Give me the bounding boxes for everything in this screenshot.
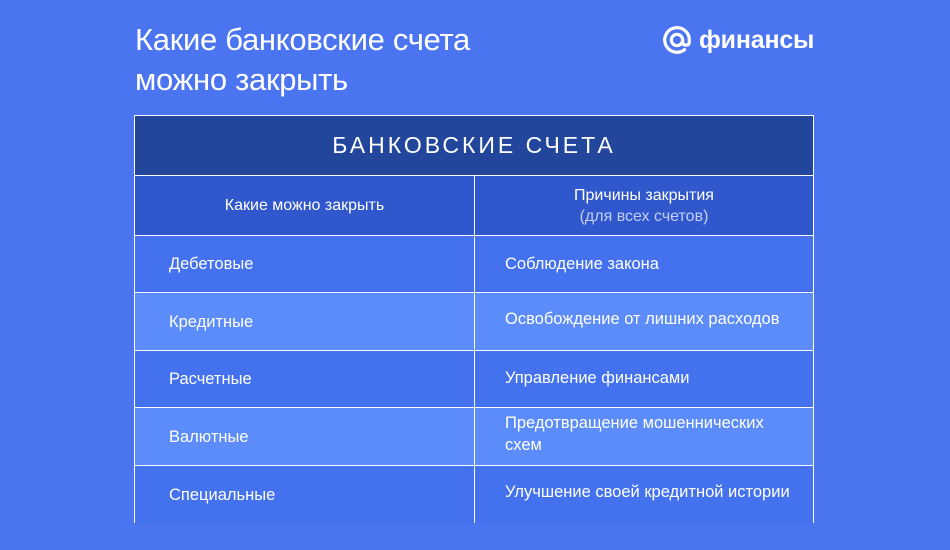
account-type-cell: Дебетовые [135, 236, 475, 292]
account-type-cell: Расчетные [135, 351, 475, 407]
brand-name: финансы [699, 26, 815, 54]
account-type-cell: Кредитные [135, 293, 475, 350]
reason-cell: Соблюдение закона [505, 255, 659, 273]
column-header-account-types: Какие можно закрыть [135, 176, 475, 235]
column-header-row [135, 176, 813, 236]
reason-cell: Предотвращение мошеннических схем [505, 413, 764, 454]
page-title: Какие банковские счета можно закрыть [135, 22, 470, 97]
account-type-cell: Специальные [135, 466, 475, 523]
table-row [135, 408, 813, 466]
at-sign-icon [662, 25, 692, 55]
table-row [135, 236, 813, 293]
table-row [135, 466, 813, 523]
account-type-cell: Валютные [135, 408, 475, 465]
table-header: БАНКОВСКИЕ СЧЕТА [135, 116, 813, 176]
accounts-table [134, 115, 814, 523]
reason-cell: Улучшение своей кредитной истории [505, 482, 790, 501]
reason-cell: Освобождение от лишних расходов [505, 309, 780, 328]
column-header-closure-reasons [475, 176, 813, 235]
table-row [135, 351, 813, 408]
reason-cell: Управление финансами [505, 369, 690, 387]
column-header-title: Причины закрытия [574, 186, 714, 204]
table-row [135, 293, 813, 351]
column-header-subtitle: (для всех счетов) [579, 207, 709, 225]
brand-logo [662, 22, 814, 58]
